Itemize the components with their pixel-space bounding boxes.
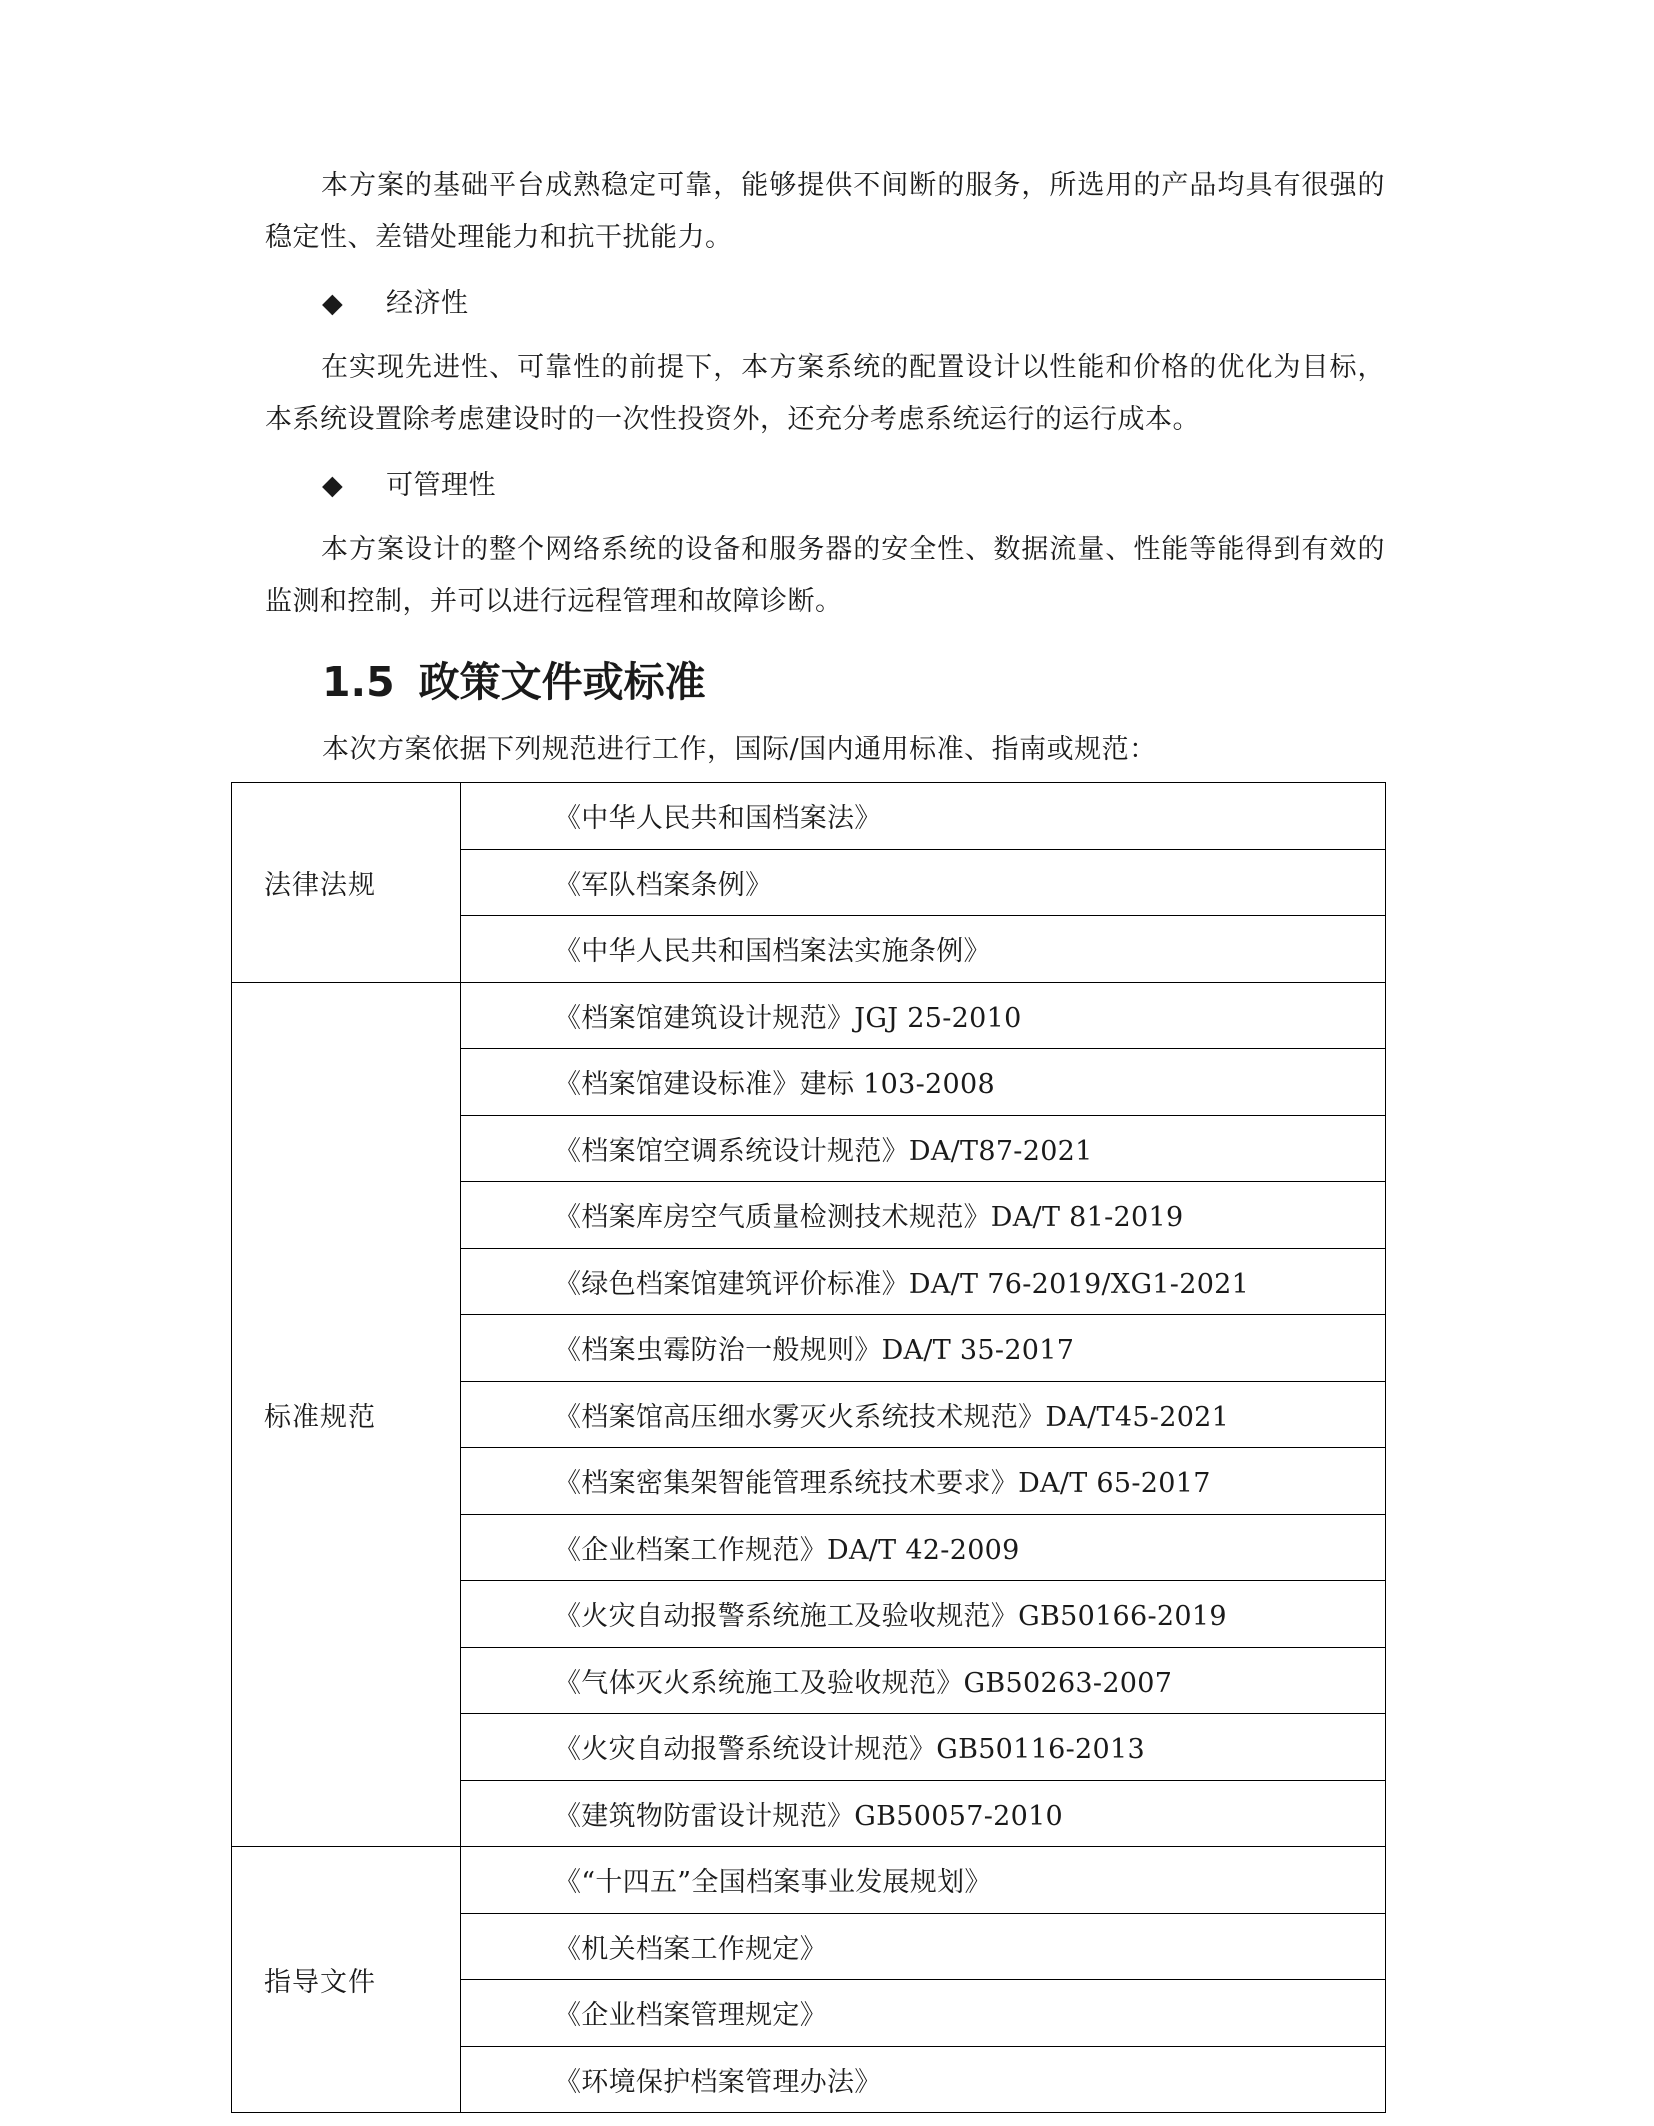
standard-item: 《档案馆建筑设计规范》JGJ 25-2010 xyxy=(461,982,1386,1049)
standard-item: 《档案密集架智能管理系统技术要求》DA/T 65-2017 xyxy=(461,1448,1386,1515)
section-intro: 本次方案依据下列规范进行工作，国际/国内通用标准、指南或规范： xyxy=(322,734,1157,765)
section-title: 政策文件或标准 xyxy=(418,658,706,706)
bullet-manageability xyxy=(322,460,496,512)
category-cell: 法律法规 xyxy=(232,783,461,983)
standard-item: 《中华人民共和国档案法》 xyxy=(461,783,1386,850)
standard-item: 《环境保护档案管理办法》 xyxy=(461,2046,1386,2113)
standard-item: 《气体灭火系统施工及验收规范》GB50263-2007 xyxy=(461,1647,1386,1714)
table-row xyxy=(232,1847,1386,1914)
table-row xyxy=(232,982,1386,1049)
standard-item: 《“十四五”全国档案事业发展规划》 xyxy=(461,1847,1386,1914)
table-row xyxy=(232,783,1386,850)
standard-item: 《档案库房空气质量检测技术规范》DA/T 81-2019 xyxy=(461,1182,1386,1249)
standard-item: 《建筑物防雷设计规范》GB50057-2010 xyxy=(461,1780,1386,1847)
diamond-bullet-icon: ◆ xyxy=(322,288,344,319)
standard-item: 《企业档案工作规范》DA/T 42-2009 xyxy=(461,1514,1386,1581)
standard-item: 《档案馆空调系统设计规范》DA/T87-2021 xyxy=(461,1115,1386,1182)
paragraph-economy: 在实现先进性、可靠性的前提下，本方案系统的配置设计以性能和价格的优化为目标，本系统设置除考虑建设时的一次性投资外，还充分考虑系统运行的运行成本。 xyxy=(265,352,1385,435)
diamond-bullet-icon: ◆ xyxy=(322,470,344,501)
bullet-manageability-label: 可管理性 xyxy=(386,470,496,501)
standard-item: 《绿色档案馆建筑评价标准》DA/T 76-2019/XG1-2021 xyxy=(461,1248,1386,1315)
standard-item: 《档案馆高压细水雾灭火系统技术规范》DA/T45-2021 xyxy=(461,1381,1386,1448)
standards-table xyxy=(231,782,1386,2113)
standard-item: 《机关档案工作规定》 xyxy=(461,1913,1386,1980)
standard-item: 《军队档案条例》 xyxy=(461,849,1386,916)
category-cell: 标准规范 xyxy=(232,982,461,1847)
standard-item: 《档案馆建设标准》建标 103-2008 xyxy=(461,1049,1386,1116)
standard-item: 《火灾自动报警系统设计规范》GB50116-2013 xyxy=(461,1714,1386,1781)
standard-item: 《企业档案管理规定》 xyxy=(461,1980,1386,2047)
category-cell: 指导文件 xyxy=(232,1847,461,2113)
standard-item: 《火灾自动报警系统施工及验收规范》GB50166-2019 xyxy=(461,1581,1386,1648)
bullet-economy xyxy=(322,278,469,330)
paragraph-reliability: 本方案的基础平台成熟稳定可靠，能够提供不间断的服务，所选用的产品均具有很强的稳定性、差错处理能力和抗干扰能力。 xyxy=(265,170,1385,253)
section-number: 1.5 xyxy=(322,658,395,706)
standard-item: 《档案虫霉防治一般规则》DA/T 35-2017 xyxy=(461,1315,1386,1382)
paragraph-manageability: 本方案设计的整个网络系统的设备和服务器的安全性、数据流量、性能等能得到有效的监测和控制，并可以进行远程管理和故障诊断。 xyxy=(265,534,1385,617)
section-heading xyxy=(322,650,706,714)
standard-item: 《中华人民共和国档案法实施条例》 xyxy=(461,916,1386,983)
bullet-economy-label: 经济性 xyxy=(386,288,469,319)
